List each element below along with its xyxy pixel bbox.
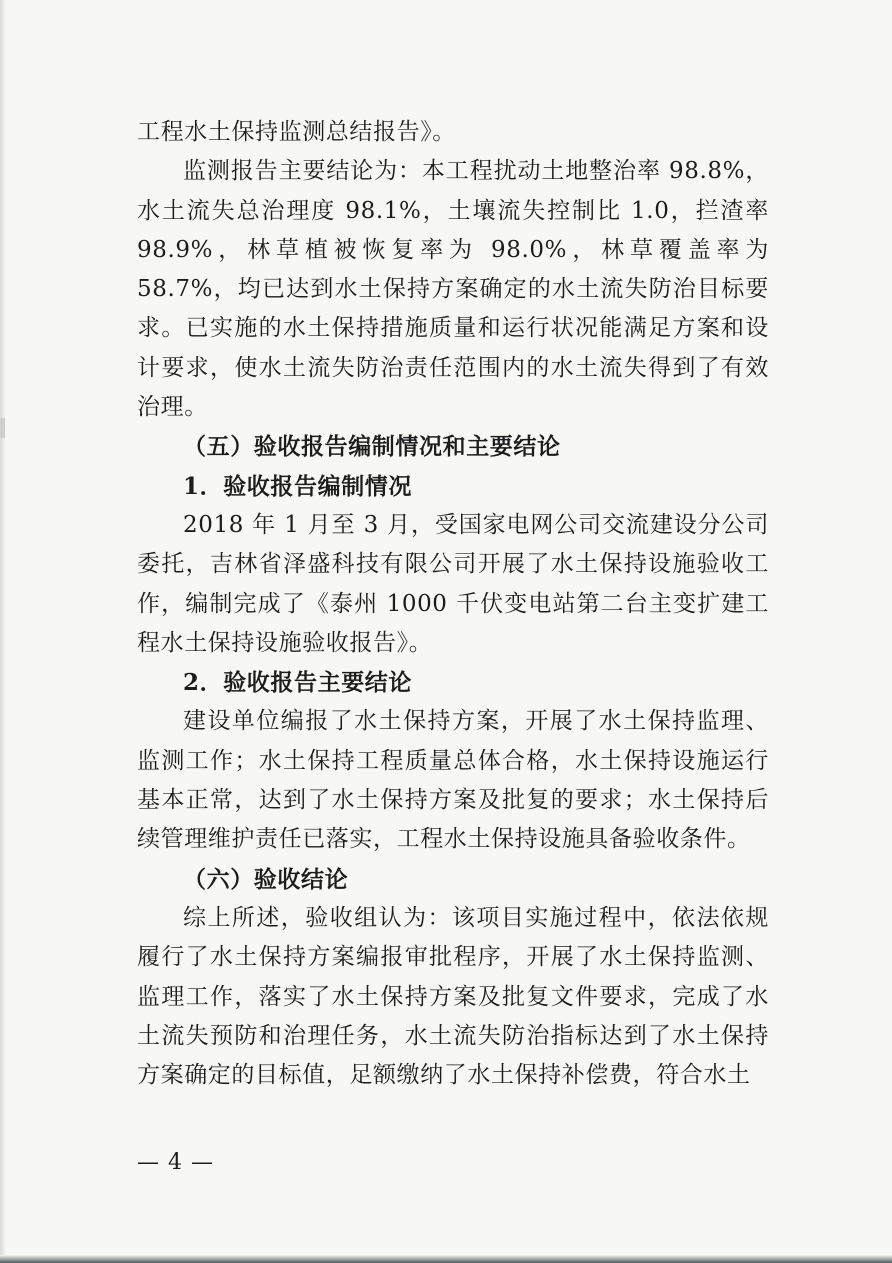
paragraph-continuation: 工程水土保持监测总结报告》。	[137, 119, 456, 145]
section-heading-six: （六）验收结论	[183, 865, 349, 893]
subheading-report-conclusions: 2．验收报告主要结论	[183, 669, 413, 697]
paragraph-monitoring-conclusions: 监测报告主要结论为：本工程扰动土地整治率 98.8%，水土流失总治理度 98.1%，土壤流失控制比 1.0，拦渣率 98.9%，林草植被恢复率为 98.0%，林草覆盖率为 58.7%，均已达到水土保持方案确定的水土流失防治目标要求。已实施的水土保持措施质量和运行状况能满足方案和设计要求，使水土流失防治责任范围内的水土流失得到了有效治理。	[137, 158, 769, 421]
subheading-report-preparation: 1．验收报告编制情况	[183, 472, 413, 500]
scan-left-edge	[0, 0, 6, 1263]
paragraph-acceptance-conclusion: 综上所述，验收组认为：该项目实施过程中，依法依规履行了水土保持方案编报审批程序，开展了水土保持监测、监理工作，落实了水土保持方案及批复文件要求，完成了水土流失预防和治理任务，水土流失防治指标达到了水土保持方案确定的目标值，足额缴纳了水土保持补偿费，符合水土	[137, 904, 769, 1089]
paragraph-report-preparation: 2018 年 1 月至 3 月，受国家电网公司交流建设分公司委托，吉林省泽盛科技有限公司开展了水土保持设施验收工作，编制完成了《泰州 1000 千伏变电站第二台主变扩建工程水土保持设施验收报告》。	[137, 511, 769, 656]
page-number: — 4 —	[137, 1150, 214, 1175]
scan-bottom-edge	[0, 1255, 892, 1263]
scan-mark	[0, 418, 5, 438]
section-heading-five: （五）验收报告编制情况和主要结论	[183, 433, 561, 461]
paragraph-report-conclusions: 建设单位编报了水土保持方案，开展了水土保持监理、监测工作；水土保持工程质量总体合格，水土保持设施运行基本正常，达到了水土保持方案及批复的要求；水土保持后续管理维护责任已落实，工程水土保持设施具备验收条件。	[137, 708, 769, 853]
document-body	[137, 113, 769, 1095]
